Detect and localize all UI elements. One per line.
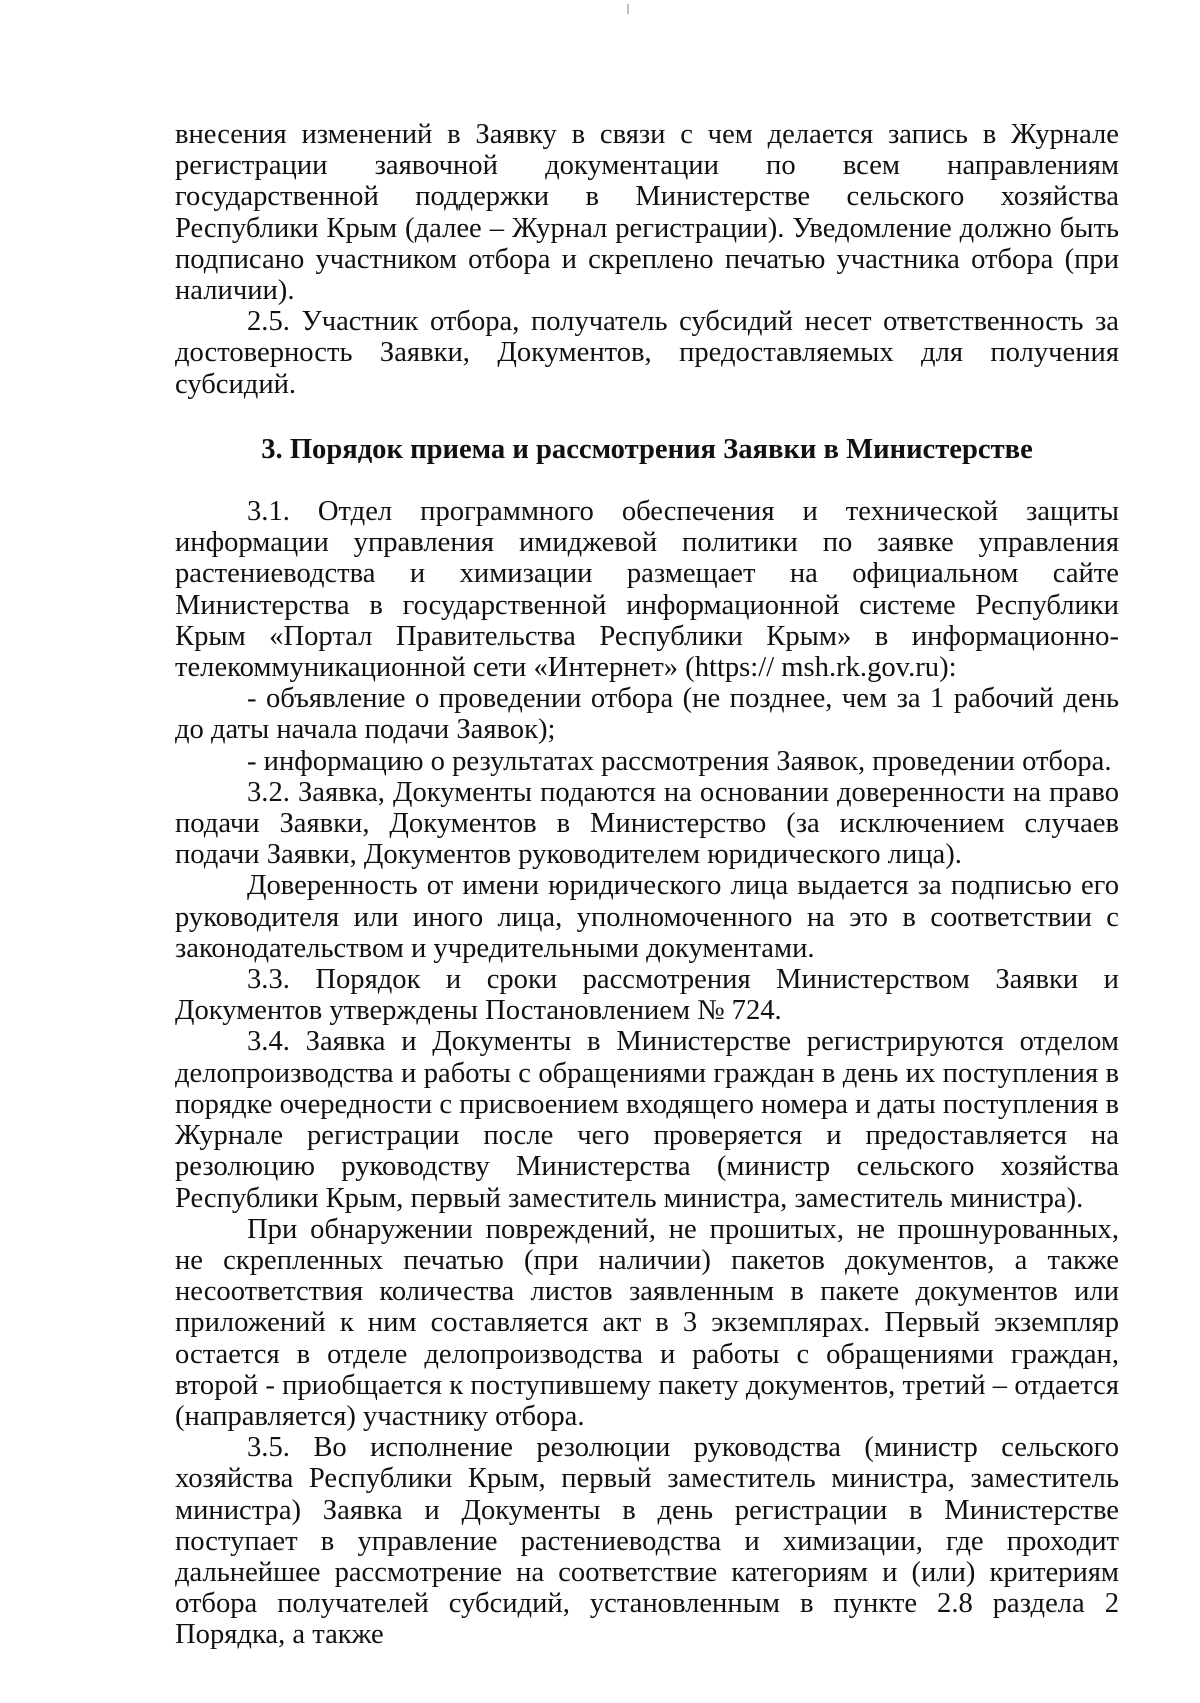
list-item-announcement: - объявление о проведении отбора (не позднее, чем за 1 рабочий день до даты начала подачи Заявок); <box>175 683 1119 746</box>
scan-artifact <box>627 4 629 14</box>
list-item-results: - информацию о результатах рассмотрения Заявок, проведении отбора. <box>247 745 1112 777</box>
paragraph-continuation: внесения изменений в Заявку в связи с чем делается запись в Журнале регистрации заявочной документации по всем направлениям государственной поддержки в Министерстве сельского хозяйства Республики Крым (далее – Журнал регистрации). Уведомление должно быть подписано участником отбора и скреплено печатью участника отбора (при наличии). <box>175 119 1119 307</box>
paragraph-2-5: 2.5. Участник отбора, получатель субсидий несет ответственность за достоверность Заявки, Документов, предоставляемых для получения субсидий. <box>175 306 1119 400</box>
paragraph-3-1: 3.1. Отдел программного обеспечения и технической защиты информации управления имиджевой политики по заявке управления растениеводства и химизации размещает на официальном сайте Министерства в государственной информационной системе Республики Крым «Портал Правительства Республики Крым» в информационно-телекоммуникационной сети «Интернет» (https:// msh.rk.gov.ru): <box>175 496 1119 684</box>
paragraph-3-3: 3.3. Порядок и сроки рассмотрения Министерством Заявки и Документов утверждены Постановлением № 724. <box>175 964 1119 1027</box>
paragraph-3-2: 3.2. Заявка, Документы подаются на основании доверенности на право подачи Заявки, Документов в Министерство (за исключением случаев подачи Заявки, Документов руководителем юридического лица). <box>175 776 1119 871</box>
paragraph-damage-act: При обнаружении повреждений, не прошитых, не прошнурованных, не скрепленных печатью (при наличии) пакетов документов, а также несоответствия количества листов заявленным в пакете документов или приложений к ним составляется акт в 3 экземплярах. Первый экземпляр остается в отделе делопроизводства и работы с обращениями граждан, второй - приобщается к поступившему пакету документов, третий – отдается (направляется) участнику отбора. <box>175 1213 1119 1432</box>
section-heading: 3. Порядок приема и рассмотрения Заявки в Министерстве <box>261 433 1033 465</box>
paragraph-3-4: 3.4. Заявка и Документы в Министерстве регистрируются отделом делопроизводства и работы с обращениями граждан в день их поступления в порядке очередности с присвоением входящего номера и даты поступления в Журнале регистрации после чего проверяется и предоставляется на резолюцию руководству Министерства (министр сельского хозяйства Республики Крым, первый заместитель министра, заместитель министра). <box>175 1026 1119 1214</box>
paragraph-power-of-attorney: Доверенность от имени юридического лица выдается за подписью его руководителя или иного лица, уполномоченного на это в соответствии с законодательством и учредительными документами. <box>175 870 1119 964</box>
document-body <box>175 119 1119 1651</box>
paragraph-3-5: 3.5. Во исполнение резолюции руководства (министр сельского хозяйства Республики Крым, первый заместитель министра, заместитель министра) Заявка и Документы в день регистрации в Министерстве поступает в управление растениеводства и химизации, где проходит дальнейшее рассмотрение на соответствие категориям и (или) критериям отбора получателей субсидий, установленным в пункте 2.8 раздела 2 Порядка, а также <box>175 1432 1119 1651</box>
